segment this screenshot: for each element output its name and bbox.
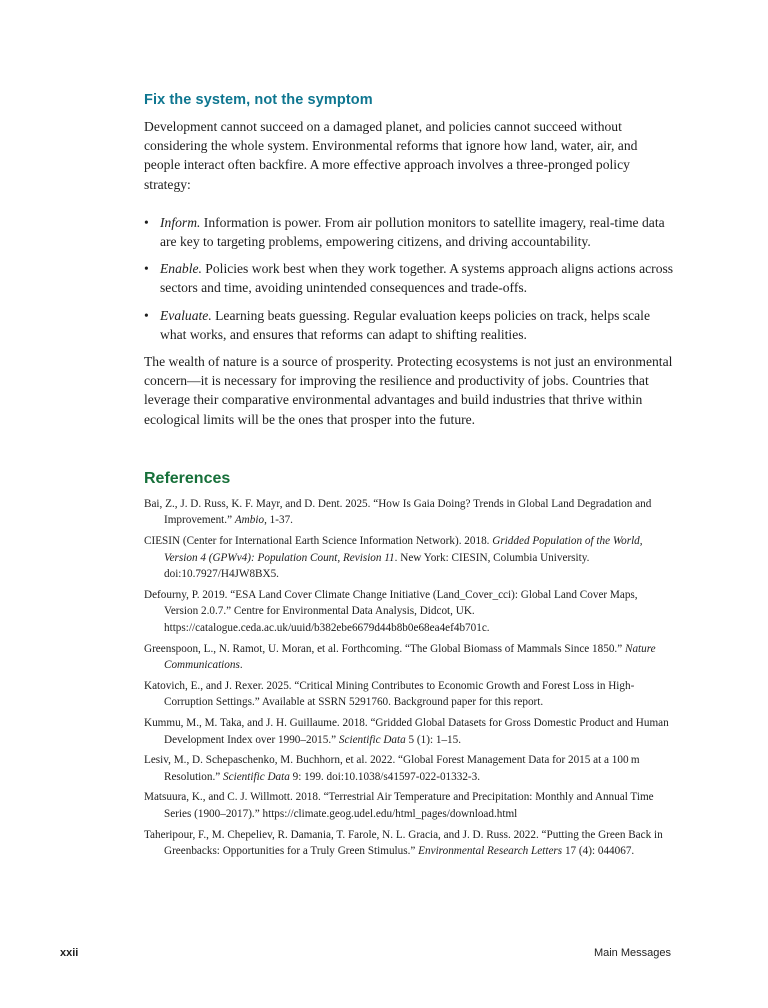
list-item bbox=[144, 306, 674, 344]
reference-text-end: . bbox=[239, 659, 243, 672]
closing-paragraph: The wealth of nature is a source of prosperity. Protecting ecosystems is not just an environmental concern—it is necessary for improving the resilience and productivity of jobs. Countries that leverage their comparative environmental advantages and build industries that thrive within ecological limits will be the ones that prosper into the future. bbox=[144, 354, 673, 427]
bullet-icon: • bbox=[144, 261, 149, 277]
reference-text-end: 9: 199. doi:10.1038/s41597-022-01332-3. bbox=[289, 770, 481, 783]
reference-item bbox=[144, 827, 674, 860]
reference-item bbox=[144, 752, 674, 785]
reference-italic: Scientific Data bbox=[338, 733, 406, 746]
bullet-term: Inform. bbox=[160, 214, 201, 230]
references-section bbox=[144, 470, 674, 860]
reference-text: Taheripour, F., M. Chepeliev, R. Damania, T. Farole, N. L. Gracia, and J. D. Russ. 2022. “Putting the Green Back in Greenbacks: Opportunities for a Truly Green Stimulus.” bbox=[144, 828, 663, 858]
reference-italic: Scientific Data bbox=[223, 770, 290, 783]
reference-italic: Gridded Population of the World, Version 4 (GPWv4): Population Count, Revision 11 bbox=[164, 535, 643, 564]
reference-item bbox=[144, 496, 674, 529]
list-item bbox=[144, 213, 674, 251]
list-item bbox=[144, 259, 674, 297]
reference-text-end: 17 (4): 044067. bbox=[562, 845, 635, 858]
running-title: Main Messages bbox=[593, 947, 671, 959]
reference-text: Lesiv, M., D. Schepaschenko, M. Buchhorn, et al. 2022. “Global Forest Management Data for 2015 at a 100 m Resolution.” bbox=[144, 754, 640, 783]
reference-italic: Environmental Research Letters bbox=[418, 845, 563, 858]
bullet-term: Enable. bbox=[160, 261, 202, 277]
bullet-text: Policies work best when they work together. A systems approach aligns actions across sectors and time, avoiding unintended consequences and trade-offs. bbox=[160, 261, 674, 296]
reference-item bbox=[144, 678, 674, 711]
reference-text-end: , 1-37. bbox=[264, 514, 293, 527]
bullet-icon: • bbox=[144, 214, 149, 230]
page-content bbox=[144, 92, 674, 864]
reference-item bbox=[144, 533, 674, 583]
bullet-icon: • bbox=[144, 307, 149, 323]
bullet-term: Evaluate. bbox=[160, 307, 212, 323]
reference-text: CIESIN (Center for International Earth Science Information Network). 2018. bbox=[144, 535, 493, 548]
reference-item bbox=[144, 587, 674, 637]
reference-item bbox=[144, 789, 674, 822]
reference-item bbox=[144, 641, 674, 674]
reference-text-end: 5 (1): 1–15. bbox=[405, 733, 462, 746]
references-heading: References bbox=[144, 469, 231, 487]
reference-text: Bai, Z., J. D. Russ, K. F. Mayr, and D. Dent. 2025. “How Is Gaia Doing? Trends in Global Land Degradation and Improvement.” bbox=[144, 497, 652, 527]
reference-text: Greenspoon, L., N. Ramot, U. Moran, et al. Forthcoming. “The Global Biomass of Mammals Since 1850.” bbox=[144, 642, 625, 655]
reference-item bbox=[144, 715, 674, 748]
reference-italic: Nature Communications bbox=[164, 642, 656, 672]
bullet-text: Learning beats guessing. Regular evaluation keeps policies on track, helps scale what works, and ensures that reforms can adapt to shifting realities. bbox=[160, 307, 650, 342]
bullet-text: Information is power. From air pollution monitors to satellite imagery, real-time data are key to targeting problems, empowering citizens, and driving accountability. bbox=[160, 214, 665, 250]
reference-text: Defourny, P. 2019. “ESA Land Cover Climate Change Initiative (Land_Cover_cci): Global Land Cover Maps, Version 2.0.7.” Centre for Environmental Data Analysis, Didcot, UK. https://catalogue.ceda.ac.uk/uuid/b382ebe6679d44b8b0e68ea4ef4b701c. bbox=[144, 588, 638, 634]
reference-text: Kummu, M., M. Taka, and J. H. Guillaume. 2018. “Gridded Global Datasets for Gross Domestic Product and Human Development Index over 1990–2015.” bbox=[144, 716, 669, 746]
intro-paragraph: Development cannot succeed on a damaged planet, and policies cannot succeed without considering the whole system. Environmental reforms that ignore how land, water, air, and people interact often backfire. A more effective approach involves a three-pronged policy strategy: bbox=[144, 119, 638, 192]
strategy-list bbox=[144, 213, 674, 344]
reference-text: Matsuura, K., and C. J. Willmott. 2018. “Terrestrial Air Temperature and Precipitation: Monthly and Annual Time Series (1900–2017).” https://climate.geog.udel.edu/html_pages/download.html bbox=[144, 791, 654, 820]
section-heading: Fix the system, not the symptom bbox=[144, 92, 373, 108]
reference-text-end: . New York: CIESIN, Columbia University. doi:10.7927/H4JW8BX5. bbox=[164, 551, 590, 581]
page-number: xxii bbox=[60, 947, 79, 959]
reference-italic: Ambio bbox=[234, 514, 265, 527]
reference-text: Katovich, E., and J. Rexer. 2025. “Critical Mining Contributes to Economic Growth and Forest Loss in High-Corruption Settings.” Available at SSRN 5291760. Background paper for this report. bbox=[144, 679, 635, 709]
